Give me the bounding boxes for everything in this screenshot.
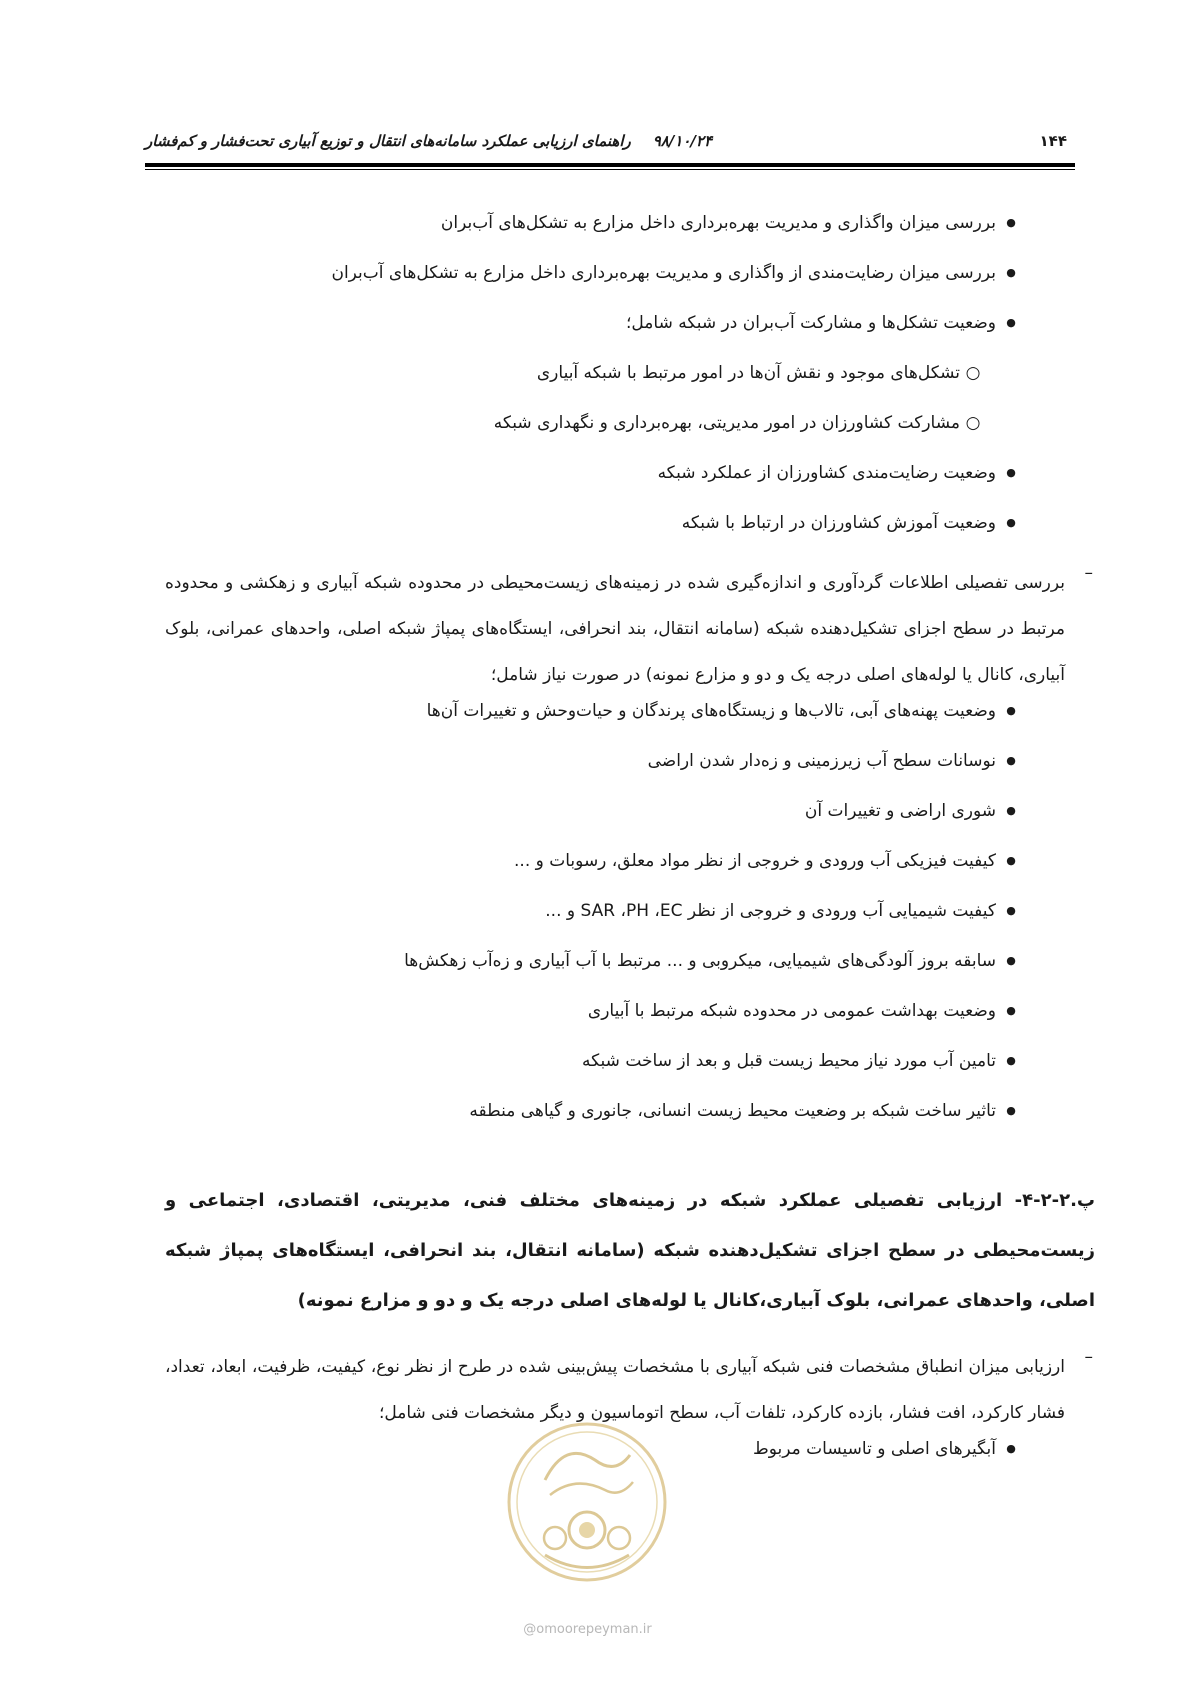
- list-item: [145, 798, 1020, 848]
- list-item: [145, 698, 1020, 748]
- list-item: [145, 260, 1020, 310]
- list-item: [145, 460, 1020, 510]
- circle-bullet-icon: ○: [965, 413, 981, 433]
- environment-paragraph-text: بررسی تفصیلی اطلاعات گردآوری و اندازه‌گیری شده در زمینه‌های زیست‌محیطی در محدوده شبکه آبیاری و زهکشی و محدوده مرتبط در سطح اجزای تشکیل‌دهنده شبکه (سامانه انتقال، بند انحرافی، ایستگاه‌های پمپاژ شبکه اصلی، واحدهای عمرانی، بلوک آبیاری، کانال یا لوله‌های اصلی درجه یک و دو و مزارع نمونه) در صورت نیاز شامل؛: [165, 573, 1065, 685]
- watermark-url: @omoorepeyman.ir: [523, 1622, 652, 1637]
- bullet-icon: ●: [1006, 704, 1016, 717]
- header-title: راهنمای ارزیابی عملکرد سامانه‌های انتقال و توزیع آبیاری تحت‌فشار و کم‌فشار: [145, 132, 631, 150]
- list-item: [145, 410, 1020, 460]
- bullet-icon: ●: [1006, 954, 1016, 967]
- bullet-text: مشارکت کشاورزان در امور مدیریتی، بهره‌برداری و نگهداری شبکه: [493, 413, 960, 433]
- dash-marker: –: [1084, 1347, 1093, 1367]
- bullet-text: کیفیت شیمیایی آب ورودی و خروجی از نظر SAR ،PH ،EC و ...: [545, 901, 996, 921]
- dash-marker: –: [1084, 563, 1093, 583]
- bullet-text: سابقه بروز آلودگی‌های شیمیایی، میکروبی و ... مرتبط با آب آبیاری و زه‌آب زهکش‌ها: [404, 951, 996, 971]
- technical-paragraph-text: ارزیابی میزان انطباق مشخصات فنی شبکه آبیاری با مشخصات پیش‌بینی شده در طرح از نظر نوع، کیفیت، ظرفیت، ابعاد، تعداد، فشار کارکرد، افت فشار، بازده کارکرد، تلفات آب، سطح اتوماسیون و دیگر مشخصات فنی شامل؛: [165, 1357, 1065, 1423]
- list-item: [145, 748, 1020, 798]
- bullet-icon: ●: [1006, 854, 1016, 867]
- bullet-icon: ●: [1006, 216, 1016, 229]
- list-item: [145, 898, 1020, 948]
- bullet-icon: ●: [1006, 466, 1016, 479]
- page-header: [145, 128, 1075, 158]
- list-item: [145, 310, 1020, 360]
- bullet-text: وضعیت بهداشت عمومی در محدوده شبکه مرتبط با آبیاری: [587, 1001, 996, 1021]
- running-title: [145, 132, 712, 150]
- list-item: [145, 360, 1020, 410]
- list-item: [145, 848, 1020, 898]
- circle-bullet-icon: ○: [965, 363, 981, 383]
- header-date: ۹۸/۱۰/۲۴: [652, 132, 713, 150]
- bullet-icon: ●: [1006, 1054, 1016, 1067]
- bullet-icon: ●: [1006, 754, 1016, 767]
- bullet-icon: ●: [1006, 804, 1016, 817]
- list-item: [145, 210, 1020, 260]
- header-rule-thin: [145, 169, 1075, 170]
- bullet-icon: ●: [1006, 1442, 1016, 1455]
- bullet-icon: ●: [1006, 1004, 1016, 1017]
- list-item: [145, 1098, 1020, 1148]
- list-item: [145, 998, 1020, 1048]
- bullet-text: وضعیت رضایت‌مندی کشاورزان از عملکرد شبکه: [657, 463, 996, 483]
- watermark-seal-icon: [505, 1420, 670, 1585]
- list-item: [145, 948, 1020, 998]
- section-heading: پ.۲-۲-۴- ارزیابی تفصیلی عملکرد شبکه در زمینه‌های مختلف فنی، مدیریتی، اقتصادی، اجتماعی و زیست‌محیطی در سطح اجزای تشکیل‌دهنده شبکه (سامانه انتقال، بند انحرافی، ایستگاه‌های پمپاژ شبکه اصلی، واحدهای عمرانی، بلوک آبیاری،کانال یا لوله‌های اصلی درجه یک و دو و مزارع نمونه): [165, 1190, 1095, 1311]
- bullet-text: بررسی میزان رضایت‌مندی از واگذاری و مدیریت بهره‌برداری داخل مزارع به تشکل‌های آب‌بران: [331, 263, 996, 283]
- bullet-icon: ●: [1006, 1104, 1016, 1117]
- list-item: [145, 1048, 1020, 1098]
- bullet-text: وضعیت پهنه‌های آبی، تالاب‌ها و زیستگاه‌های پرندگان و حیات‌وحش و تغییرات آن‌ها: [426, 701, 996, 721]
- bullet-list-social: [145, 210, 1020, 560]
- bullet-icon: ●: [1006, 904, 1016, 917]
- bullet-text: تاثیر ساخت شبکه بر وضعیت محیط زیست انسانی، جانوری و گیاهی منطقه: [469, 1101, 996, 1121]
- bullet-text: تامین آب مورد نیاز محیط زیست قبل و بعد از ساخت شبکه: [582, 1051, 996, 1071]
- bullet-text: کیفیت فیزیکی آب ورودی و خروجی از نظر مواد معلق، رسوبات و ...: [514, 851, 996, 871]
- bullet-text: وضعیت تشکل‌ها و مشارکت آب‌بران در شبکه شامل؛: [626, 313, 996, 333]
- bullet-text: بررسی میزان واگذاری و مدیریت بهره‌برداری داخل مزارع به تشکل‌های آب‌بران: [440, 213, 996, 233]
- bullet-text: نوسانات سطح آب زیرزمینی و زه‌دار شدن اراضی: [647, 751, 996, 771]
- bullet-text: شوری اراضی و تغییرات آن: [804, 801, 996, 821]
- page-number: ۱۴۴: [1039, 132, 1067, 150]
- bullet-list-environment: [145, 698, 1020, 1148]
- bullet-icon: ●: [1006, 516, 1016, 529]
- body-content: [145, 210, 1095, 1486]
- list-item: [145, 510, 1020, 560]
- bullet-text: آبگیرهای اصلی و تاسیسات مربوط: [753, 1439, 996, 1459]
- environment-paragraph: [165, 560, 1095, 698]
- header-rule-thick: [145, 163, 1075, 167]
- bullet-icon: ●: [1006, 266, 1016, 279]
- bullet-text: وضعیت آموزش کشاورزان در ارتباط با شبکه: [681, 513, 996, 533]
- bullet-icon: ●: [1006, 316, 1016, 329]
- bullet-text: تشکل‌های موجود و نقش آن‌ها در امور مرتبط با شبکه آبیاری: [536, 363, 960, 383]
